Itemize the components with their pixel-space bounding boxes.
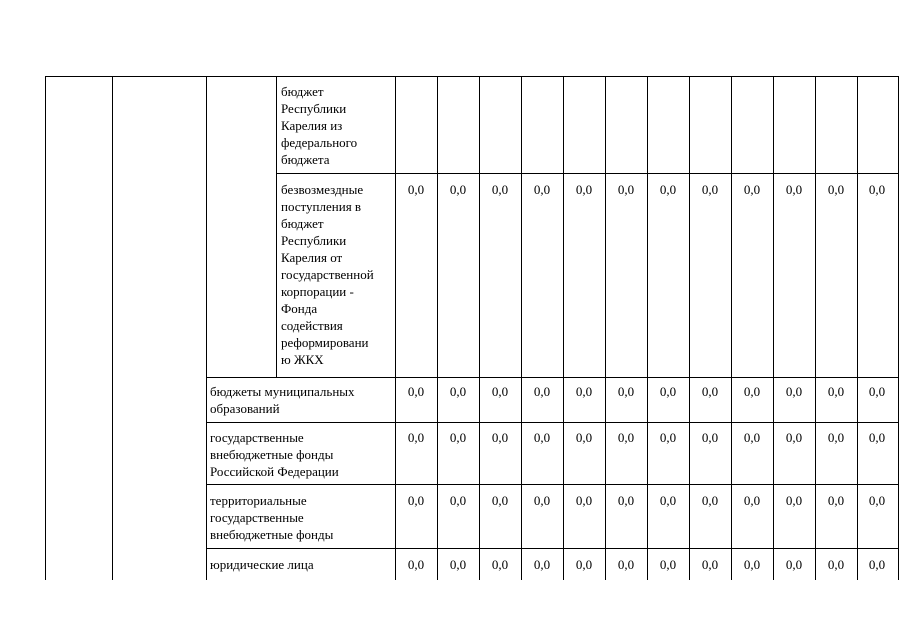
row-divider xyxy=(206,548,898,549)
table-cell: 0,0 xyxy=(659,493,677,508)
table-cell: 0,0 xyxy=(827,493,845,508)
table-cell: 0,0 xyxy=(491,557,509,572)
table-cell: 0,0 xyxy=(868,430,886,445)
table-cell: 0,0 xyxy=(701,430,719,445)
table-cell: 0,0 xyxy=(575,430,593,445)
table-cell: 0,0 xyxy=(617,493,635,508)
table-cell: 0,0 xyxy=(743,182,761,197)
table-cell: 0,0 xyxy=(533,384,551,399)
table-cell: 0,0 xyxy=(868,384,886,399)
table-cell: 0,0 xyxy=(743,557,761,572)
table-cell: 0,0 xyxy=(827,557,845,572)
table-cell: 0,0 xyxy=(407,384,425,399)
table-cell: 0,0 xyxy=(449,557,467,572)
row-divider xyxy=(206,422,898,423)
column-divider xyxy=(276,76,277,377)
table-cell: 0,0 xyxy=(449,493,467,508)
row-label-legal-entities: юридические лица xyxy=(210,557,314,572)
table-cell: 0,0 xyxy=(617,430,635,445)
table-cell: 0,0 xyxy=(827,384,845,399)
table-cell: 0,0 xyxy=(449,182,467,197)
table-cell: 0,0 xyxy=(617,557,635,572)
table-cell: 0,0 xyxy=(701,384,719,399)
row-label-fund-reform: безвозмездные поступления в бюджет Республики Карелия от государственной корпорации - Фонда содействия реформировани ю ЖКХ xyxy=(281,182,374,367)
table-cell: 0,0 xyxy=(491,430,509,445)
row-label-municipal-budgets: бюджеты муниципальных образований xyxy=(210,384,355,416)
table-cell: 0,0 xyxy=(533,493,551,508)
table-cell: 0,0 xyxy=(701,557,719,572)
table-cell: 0,0 xyxy=(785,384,803,399)
table-cell: 0,0 xyxy=(785,430,803,445)
table-cell: 0,0 xyxy=(407,493,425,508)
table-cell: 0,0 xyxy=(407,182,425,197)
row-divider xyxy=(206,484,898,485)
table-cell: 0,0 xyxy=(533,430,551,445)
table-cell: 0,0 xyxy=(491,493,509,508)
table-cell: 0,0 xyxy=(701,182,719,197)
table-cell: 0,0 xyxy=(617,384,635,399)
table-cell: 0,0 xyxy=(449,384,467,399)
table-cell: 0,0 xyxy=(659,430,677,445)
column-divider xyxy=(112,76,113,580)
table-cell: 0,0 xyxy=(575,493,593,508)
table-cell: 0,0 xyxy=(743,384,761,399)
table-cell: 0,0 xyxy=(785,182,803,197)
row-label-federal-extrabudgetary: государственные внебюджетные фонды Российской Федерации xyxy=(210,430,339,479)
table-cell: 0,0 xyxy=(575,384,593,399)
table-cell: 0,0 xyxy=(617,182,635,197)
table-cell: 0,0 xyxy=(407,557,425,572)
table-cell: 0,0 xyxy=(827,430,845,445)
table-cell: 0,0 xyxy=(491,182,509,197)
table-cell: 0,0 xyxy=(659,384,677,399)
row-divider xyxy=(276,173,898,174)
row-divider xyxy=(206,377,898,378)
table-cell: 0,0 xyxy=(868,493,886,508)
row-label-territorial-extrabudgetary: территориальные государственные внебюджетные фонды xyxy=(210,493,334,542)
table-cell: 0,0 xyxy=(827,182,845,197)
table-cell: 0,0 xyxy=(533,557,551,572)
row-label-federal-budget: бюджет Республики Карелия из федерального бюджета xyxy=(281,84,358,167)
column-divider xyxy=(206,76,207,580)
table-cell: 0,0 xyxy=(449,430,467,445)
table-cell: 0,0 xyxy=(491,384,509,399)
table-cell: 0,0 xyxy=(407,430,425,445)
table-cell: 0,0 xyxy=(868,182,886,197)
table-cell: 0,0 xyxy=(659,182,677,197)
column-divider xyxy=(898,76,899,580)
table-cell: 0,0 xyxy=(659,557,677,572)
table-cell: 0,0 xyxy=(533,182,551,197)
table-cell: 0,0 xyxy=(743,430,761,445)
table-cell: 0,0 xyxy=(785,493,803,508)
table-cell: 0,0 xyxy=(575,182,593,197)
table-cell: 0,0 xyxy=(575,557,593,572)
table-cell: 0,0 xyxy=(785,557,803,572)
table-cell: 0,0 xyxy=(701,493,719,508)
table-cell: 0,0 xyxy=(743,493,761,508)
table-top-border xyxy=(45,76,898,77)
column-divider xyxy=(45,76,46,580)
table-cell: 0,0 xyxy=(868,557,886,572)
